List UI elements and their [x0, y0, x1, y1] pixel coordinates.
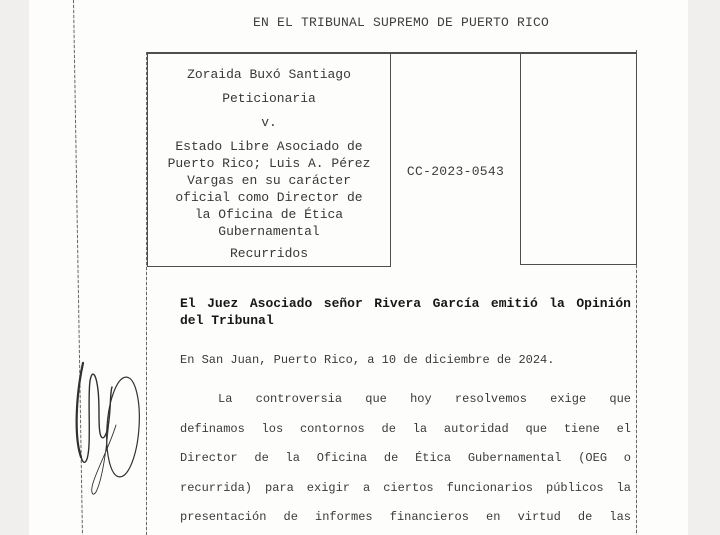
- party-respondent-line: Vargas en su carácter: [187, 173, 351, 188]
- handwritten-scribble: [60, 345, 160, 515]
- party-petitioner-name: Zoraida Buxó Santiago: [187, 67, 351, 82]
- paragraph-line: recurrida) para exigir a ciertos funcionarios públicos la: [180, 480, 631, 495]
- versus-label: v.: [261, 115, 277, 130]
- party-petitioner-role: Peticionaria: [222, 91, 316, 106]
- opinion-heading-line2: del Tribunal: [180, 312, 274, 328]
- paragraph-line: definamos los contornos de la autoridad que tiene el: [180, 421, 631, 436]
- party-respondent-line: Puerto Rico; Luis A. Pérez: [167, 156, 371, 171]
- paragraph-line: presentación de informes financieros en virtud de las: [180, 510, 631, 524]
- party-respondent-line: oficial como Director de: [175, 190, 363, 205]
- paragraph-line: Director de la Oficina de Ética Gubernamental (OEG o: [180, 451, 631, 465]
- scan-margin-right: [688, 0, 720, 535]
- party-respondent-role: Recurridos: [229, 246, 308, 261]
- opinion-heading-line1: El Juez Asociado señor Rivera García emitió la Opinión: [180, 296, 631, 311]
- party-respondent-line: Estado Libre Asociado de: [175, 139, 363, 154]
- caption-empty-box: [520, 52, 637, 265]
- opinion-paragraph: [180, 385, 631, 533]
- court-title: EN EL TRIBUNAL SUPREMO DE PUERTO RICO: [253, 15, 550, 30]
- paragraph-line: La controversia que hoy resolvemos exige que: [218, 392, 631, 406]
- case-number: CC-2023-0543: [406, 164, 505, 179]
- dateline: En San Juan, Puerto Rico, a 10 de diciembre de 2024.: [180, 353, 555, 367]
- opinion-heading: [180, 296, 631, 329]
- party-respondent-line: la Oficina de Ética: [194, 207, 344, 222]
- party-respondent-line: Gubernamental: [218, 224, 320, 239]
- scan-margin-left: [0, 0, 29, 535]
- caption-parties-box: [147, 52, 391, 267]
